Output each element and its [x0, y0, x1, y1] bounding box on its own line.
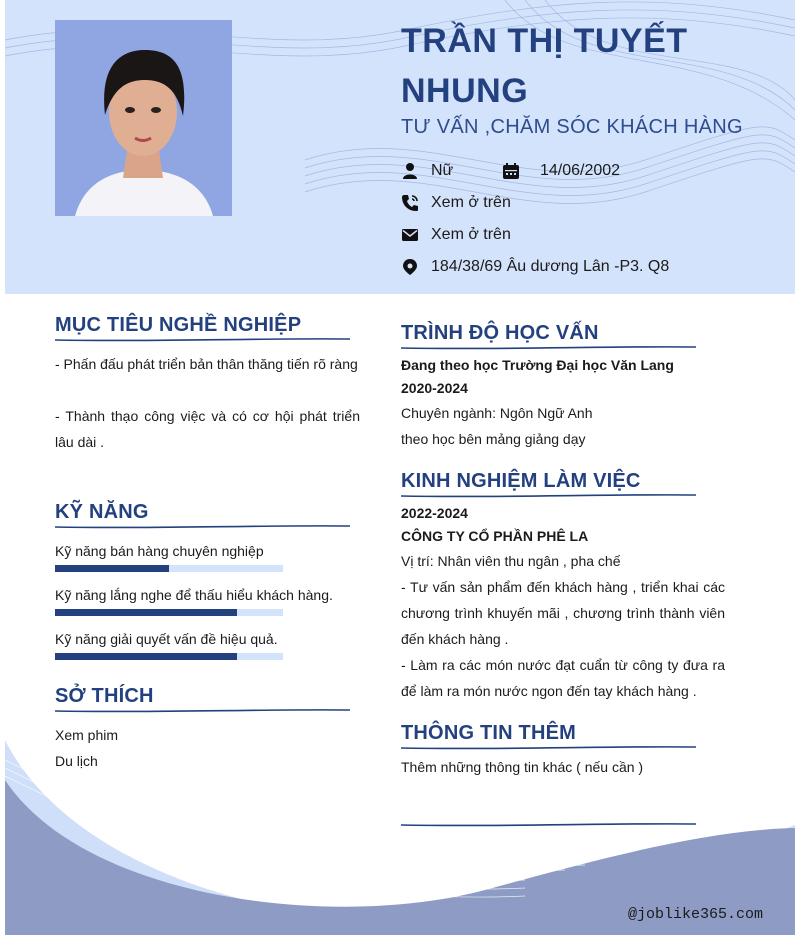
gender-row [401, 162, 453, 180]
email-icon [401, 226, 419, 244]
birthday-row [502, 162, 620, 180]
objective-underline [55, 337, 350, 343]
extra-text: Thêm những thông tin khác ( nếu cần ) [401, 759, 644, 775]
skills-underline [55, 524, 350, 530]
hobby-item: Du lịch [55, 753, 98, 769]
calendar-icon [502, 162, 520, 180]
email-value: Xem ở trên [431, 226, 511, 243]
experience-title: KINH NGHIỆM LÀM VIỆC [401, 470, 641, 492]
address-row [401, 258, 669, 276]
address-value: 184/38/69 Âu dương Lân -P3. Q8 [431, 258, 670, 275]
experience-duty-1: - Tư vấn sản phẩm đến khách hàng , triển khai các chương trình khuyến mãi , chương trình thành viên đến khách hàng . [401, 579, 725, 647]
objective-title: MỤC TIÊU NGHỀ NGHIỆP [55, 314, 302, 336]
phone-value: Xem ở trên [431, 194, 511, 211]
education-period: 2020-2024 [401, 380, 468, 396]
hobbies-underline [55, 708, 350, 714]
candidate-name: TRẦN THỊ TUYẾT NHUNG [401, 22, 688, 110]
experience-position: Vị trí: Nhân viên thu ngân , pha chế [401, 553, 621, 569]
location-icon [401, 258, 419, 276]
experience-underline [401, 493, 696, 499]
education-school: Đang theo học Trường Đại học Văn Lang [401, 357, 674, 373]
watermark: @joblike365.com [628, 906, 764, 923]
email-row [401, 226, 511, 244]
skill-bar [55, 565, 283, 572]
skill-label: Kỹ năng lắng nghe để thấu hiểu khách hàng. [55, 587, 333, 603]
experience-duty-2: - Làm ra các món nước đạt cuẩn từ công ty đưa ra để làm ra món nước ngon đến tay khách hàng . [401, 657, 725, 699]
education-major: Chuyên ngành: Ngôn Ngữ Anh [401, 405, 593, 421]
user-icon [401, 162, 419, 180]
education-title: TRÌNH ĐỘ HỌC VẤN [401, 322, 599, 344]
skills-title: KỸ NĂNG [55, 501, 149, 523]
skill-bar-fill [55, 609, 237, 616]
skill-label: Kỹ năng giải quyết vấn đề hiệu quả. [55, 631, 278, 647]
hobby-item: Xem phim [55, 727, 119, 743]
objective-line-1: - Phấn đấu phát triển bản thân thăng tiến rõ ràng [55, 356, 358, 372]
job-title: TƯ VẤN ,CHĂM SÓC KHÁCH HÀNG [401, 116, 743, 138]
phone-row [401, 194, 511, 212]
gender-value: Nữ [431, 162, 454, 179]
skill-bar-fill [55, 653, 237, 660]
skill-label: Kỹ năng bán hàng chuyên nghiệp [55, 543, 264, 559]
extra-bottom-line [401, 822, 696, 828]
extra-underline [401, 745, 696, 751]
extra-title: THÔNG TIN THÊM [401, 722, 577, 744]
education-underline [401, 345, 696, 351]
skill-bar [55, 609, 283, 616]
skill-bar-fill [55, 565, 169, 572]
experience-company: CÔNG TY CỔ PHẦN PHÊ LA [401, 528, 589, 544]
skill-bar [55, 653, 283, 660]
phone-icon [401, 194, 419, 212]
hobbies-title: SỞ THÍCH [55, 685, 154, 707]
birthday-value: 14/06/2002 [540, 162, 621, 179]
education-note: theo học bên mảng giảng dạy [401, 431, 586, 447]
resume-page [5, 0, 795, 935]
profile-photo [55, 20, 232, 216]
experience-period: 2022-2024 [401, 505, 468, 521]
header [5, 0, 795, 294]
objective-line-2: - Thành thạo công việc và có cơ hội phát triển lâu dài . [55, 408, 360, 450]
